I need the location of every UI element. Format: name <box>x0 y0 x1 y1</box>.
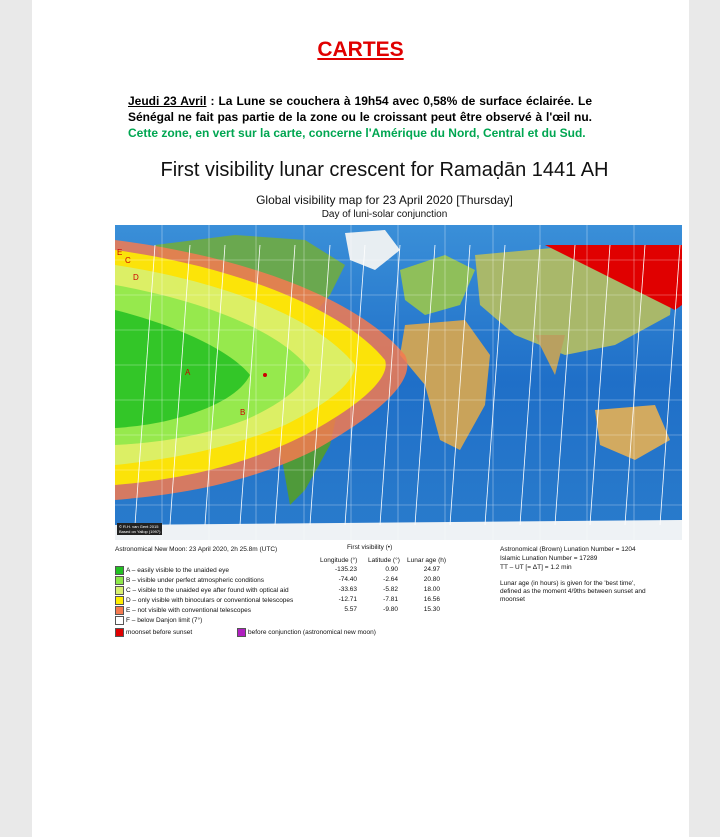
figure-subtitle-2: Day of luni-solar conjunction <box>321 209 448 220</box>
zone-label-d: D <box>133 273 139 282</box>
zone-label-b: B <box>240 408 246 417</box>
lat-e: -9.80 <box>383 606 398 613</box>
lon-d: -12.71 <box>338 596 357 603</box>
document-page <box>32 0 689 837</box>
legend-row-b: B – visible under perfect atmospheric conditions <box>115 576 264 585</box>
legend-conjunction: before conjunction (astronomical new moon) <box>237 628 376 637</box>
page-title: CARTES <box>317 38 404 61</box>
col-lunar-age: Lunar age (h) <box>407 557 447 564</box>
legend-row-a: A – easily visible to the unaided eye <box>115 566 229 575</box>
figure-title: First visibility lunar crescent for Ramaḍān 1441 AH <box>160 159 609 181</box>
tt-ut: TT – UT [= ΔT] = 1.2 min <box>500 564 572 571</box>
lunation-brown: Astronomical (Brown) Lunation Number = 1204 <box>500 546 636 553</box>
lat-a: 0.90 <box>385 566 398 573</box>
lunar-age-note: Lunar age (in hours) is given for the 'best time', defined as the moment 4/9ths between sunset and moonset <box>500 580 646 603</box>
legend-moonset: moonset before sunset <box>115 628 192 637</box>
world-visibility-map <box>115 225 682 540</box>
lunation-islamic: Islamic Lunation Number = 17289 <box>500 555 598 562</box>
swatch-moonset <box>115 628 124 637</box>
zone-label-c: C <box>125 256 131 265</box>
swatch-b <box>115 576 124 585</box>
lon-c: -33.63 <box>338 586 357 593</box>
lat-b: -2.64 <box>383 576 398 583</box>
swatch-conjunction <box>237 628 246 637</box>
age-c: 18.00 <box>423 586 440 593</box>
swatch-d <box>115 596 124 605</box>
legend-row-e: E – not visible with conventional telescopes <box>115 606 251 615</box>
date-label: Jeudi 23 Avril <box>128 94 207 108</box>
body-paragraph <box>128 93 592 141</box>
figure-subtitle: Global visibility map for 23 April 2020 [Thursday] <box>256 193 513 207</box>
lon-b: -74.40 <box>338 576 357 583</box>
age-a: 24.97 <box>423 566 440 573</box>
paragraph-text: : La Lune se couchera à 19h54 avec 0,58% de surface éclairée. Le Sénégal ne fait pas partie de la zone ou le croissant peut être observé à l'œil nu. <box>128 94 592 124</box>
swatch-f <box>115 616 124 625</box>
swatch-c <box>115 586 124 595</box>
col-longitude: Longitude (°) <box>320 557 358 564</box>
lon-a: -135.23 <box>334 566 357 573</box>
legend-row-c: C – visible to the unaided eye after found with optical aid <box>115 586 289 595</box>
age-b: 20.80 <box>423 576 440 583</box>
lon-e: 5.57 <box>344 606 357 613</box>
legend-row-f: F – below Danjon limit (7°) <box>115 616 202 625</box>
legend-row-d: D – only visible with binoculars or conventional telescopes <box>115 596 293 605</box>
swatch-e <box>115 606 124 615</box>
credit-line-2: Based on Yallop (1997) <box>119 529 161 534</box>
first-visibility-label: First visibility (•) <box>347 544 393 551</box>
age-e: 15.30 <box>423 606 440 613</box>
age-d: 16.56 <box>423 596 440 603</box>
zone-label-a: A <box>185 368 191 377</box>
map-credit <box>117 523 162 535</box>
paragraph-green-text: Cette zone, en vert sur la carte, concerne l'Amérique du Nord, Central et du Sud. <box>128 126 586 140</box>
col-latitude: Latitude (°) <box>368 557 400 564</box>
visibility-figure <box>82 155 687 645</box>
credit-line-1: © R.H. van Gent 2015 <box>119 524 159 529</box>
lat-c: -5.82 <box>383 586 398 593</box>
lat-d: -7.81 <box>383 596 398 603</box>
swatch-a <box>115 566 124 575</box>
first-visibility-point <box>263 373 267 377</box>
zone-label-e: E <box>117 248 123 257</box>
new-moon-text: Astronomical New Moon: 23 April 2020, 2h 25.8m (UTC) <box>115 546 278 553</box>
